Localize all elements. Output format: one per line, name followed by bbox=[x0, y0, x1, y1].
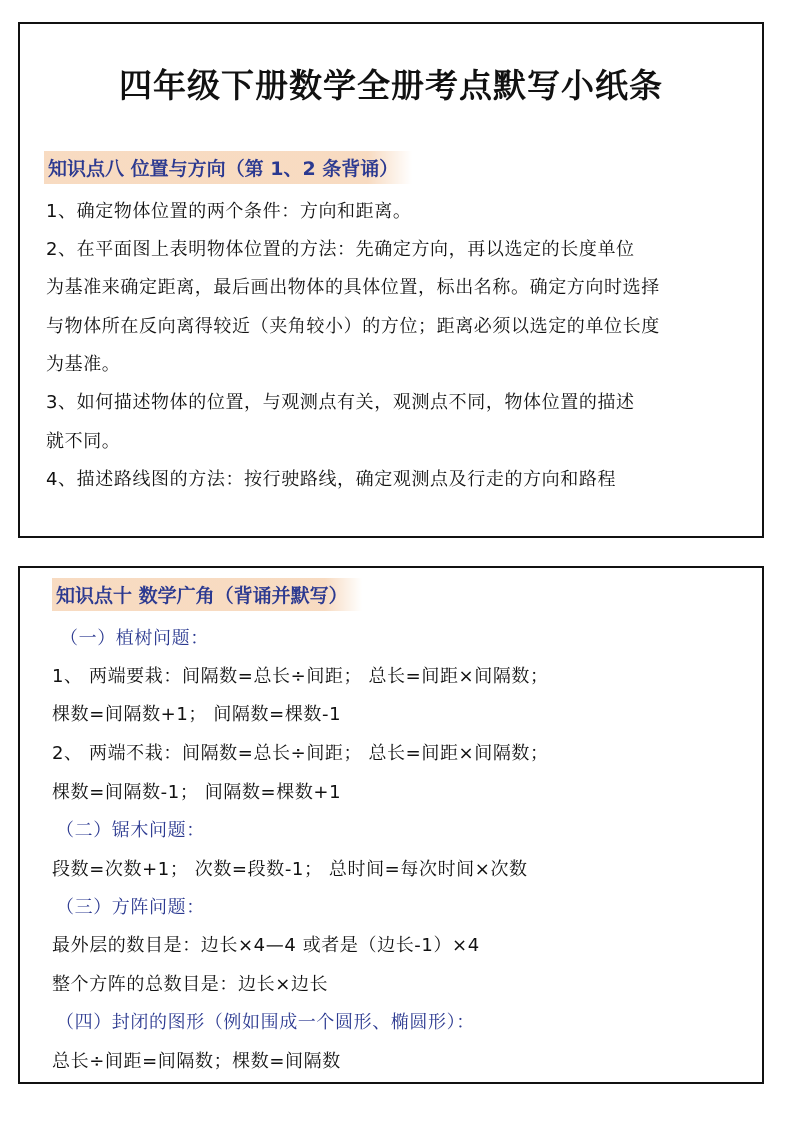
formula-line: 2、 两端不栽：间隔数=总长÷间距； 总长=间距×间隔数； bbox=[52, 743, 549, 764]
section-box-math-wide-angle bbox=[18, 566, 764, 1084]
section-heading-math-wide-angle: 知识点十 数学广角（背诵并默写） bbox=[52, 578, 362, 611]
subheading-closed-shape: （四）封闭的图形（例如围成一个圆形、椭圆形）： bbox=[56, 1012, 475, 1033]
formula-line: 1、 两端要栽：间隔数=总长÷间距； 总长=间距×间隔数； bbox=[52, 666, 549, 687]
text-line: 与物体所在反向离得较近（夹角较小）的方位；距离必须以选定的单位长度 bbox=[46, 316, 660, 337]
formula-line: 整个方阵的总数目是：边长×边长 bbox=[52, 974, 329, 995]
subheading-square-array: （三）方阵问题： bbox=[56, 897, 205, 918]
text-line: 就不同。 bbox=[46, 431, 121, 452]
text-line: 为基准来确定距离，最后画出物体的具体位置，标出名称。确定方向时选择 bbox=[46, 277, 660, 298]
section-box-position-direction bbox=[18, 22, 764, 538]
text-line: 4、描述路线图的方法：按行驶路线，确定观测点及行走的方向和路程 bbox=[46, 469, 617, 490]
formula-line: 棵数=间隔数+1； 间隔数=棵数-1 bbox=[52, 704, 342, 725]
formula-line: 棵数=间隔数-1； 间隔数=棵数+1 bbox=[52, 782, 342, 803]
formula-line: 段数=次数+1； 次数=段数-1； 总时间=每次时间×次数 bbox=[52, 859, 528, 880]
text-line: 2、在平面图上表明物体位置的方法：先确定方向，再以选定的长度单位 bbox=[46, 239, 635, 260]
formula-line: 最外层的数目是：边长×4—4 或者是（边长-1）×4 bbox=[52, 935, 480, 956]
text-line: 3、如何描述物体的位置，与观测点有关，观测点不同，物体位置的描述 bbox=[46, 392, 635, 413]
text-line: 1、确定物体位置的两个条件：方向和距离。 bbox=[46, 201, 412, 222]
subheading-sawing-wood: （二）锯木问题： bbox=[56, 820, 205, 841]
text-line: 为基准。 bbox=[46, 354, 121, 375]
formula-line: 总长÷间距=间隔数；棵数=间隔数 bbox=[52, 1051, 341, 1072]
section-heading-position-direction: 知识点八 位置与方向（第 1、2 条背诵） bbox=[44, 151, 412, 184]
page-title: 四年级下册数学全册考点默写小纸条 bbox=[119, 66, 663, 105]
subheading-tree-planting: （一）植树问题： bbox=[60, 628, 209, 649]
